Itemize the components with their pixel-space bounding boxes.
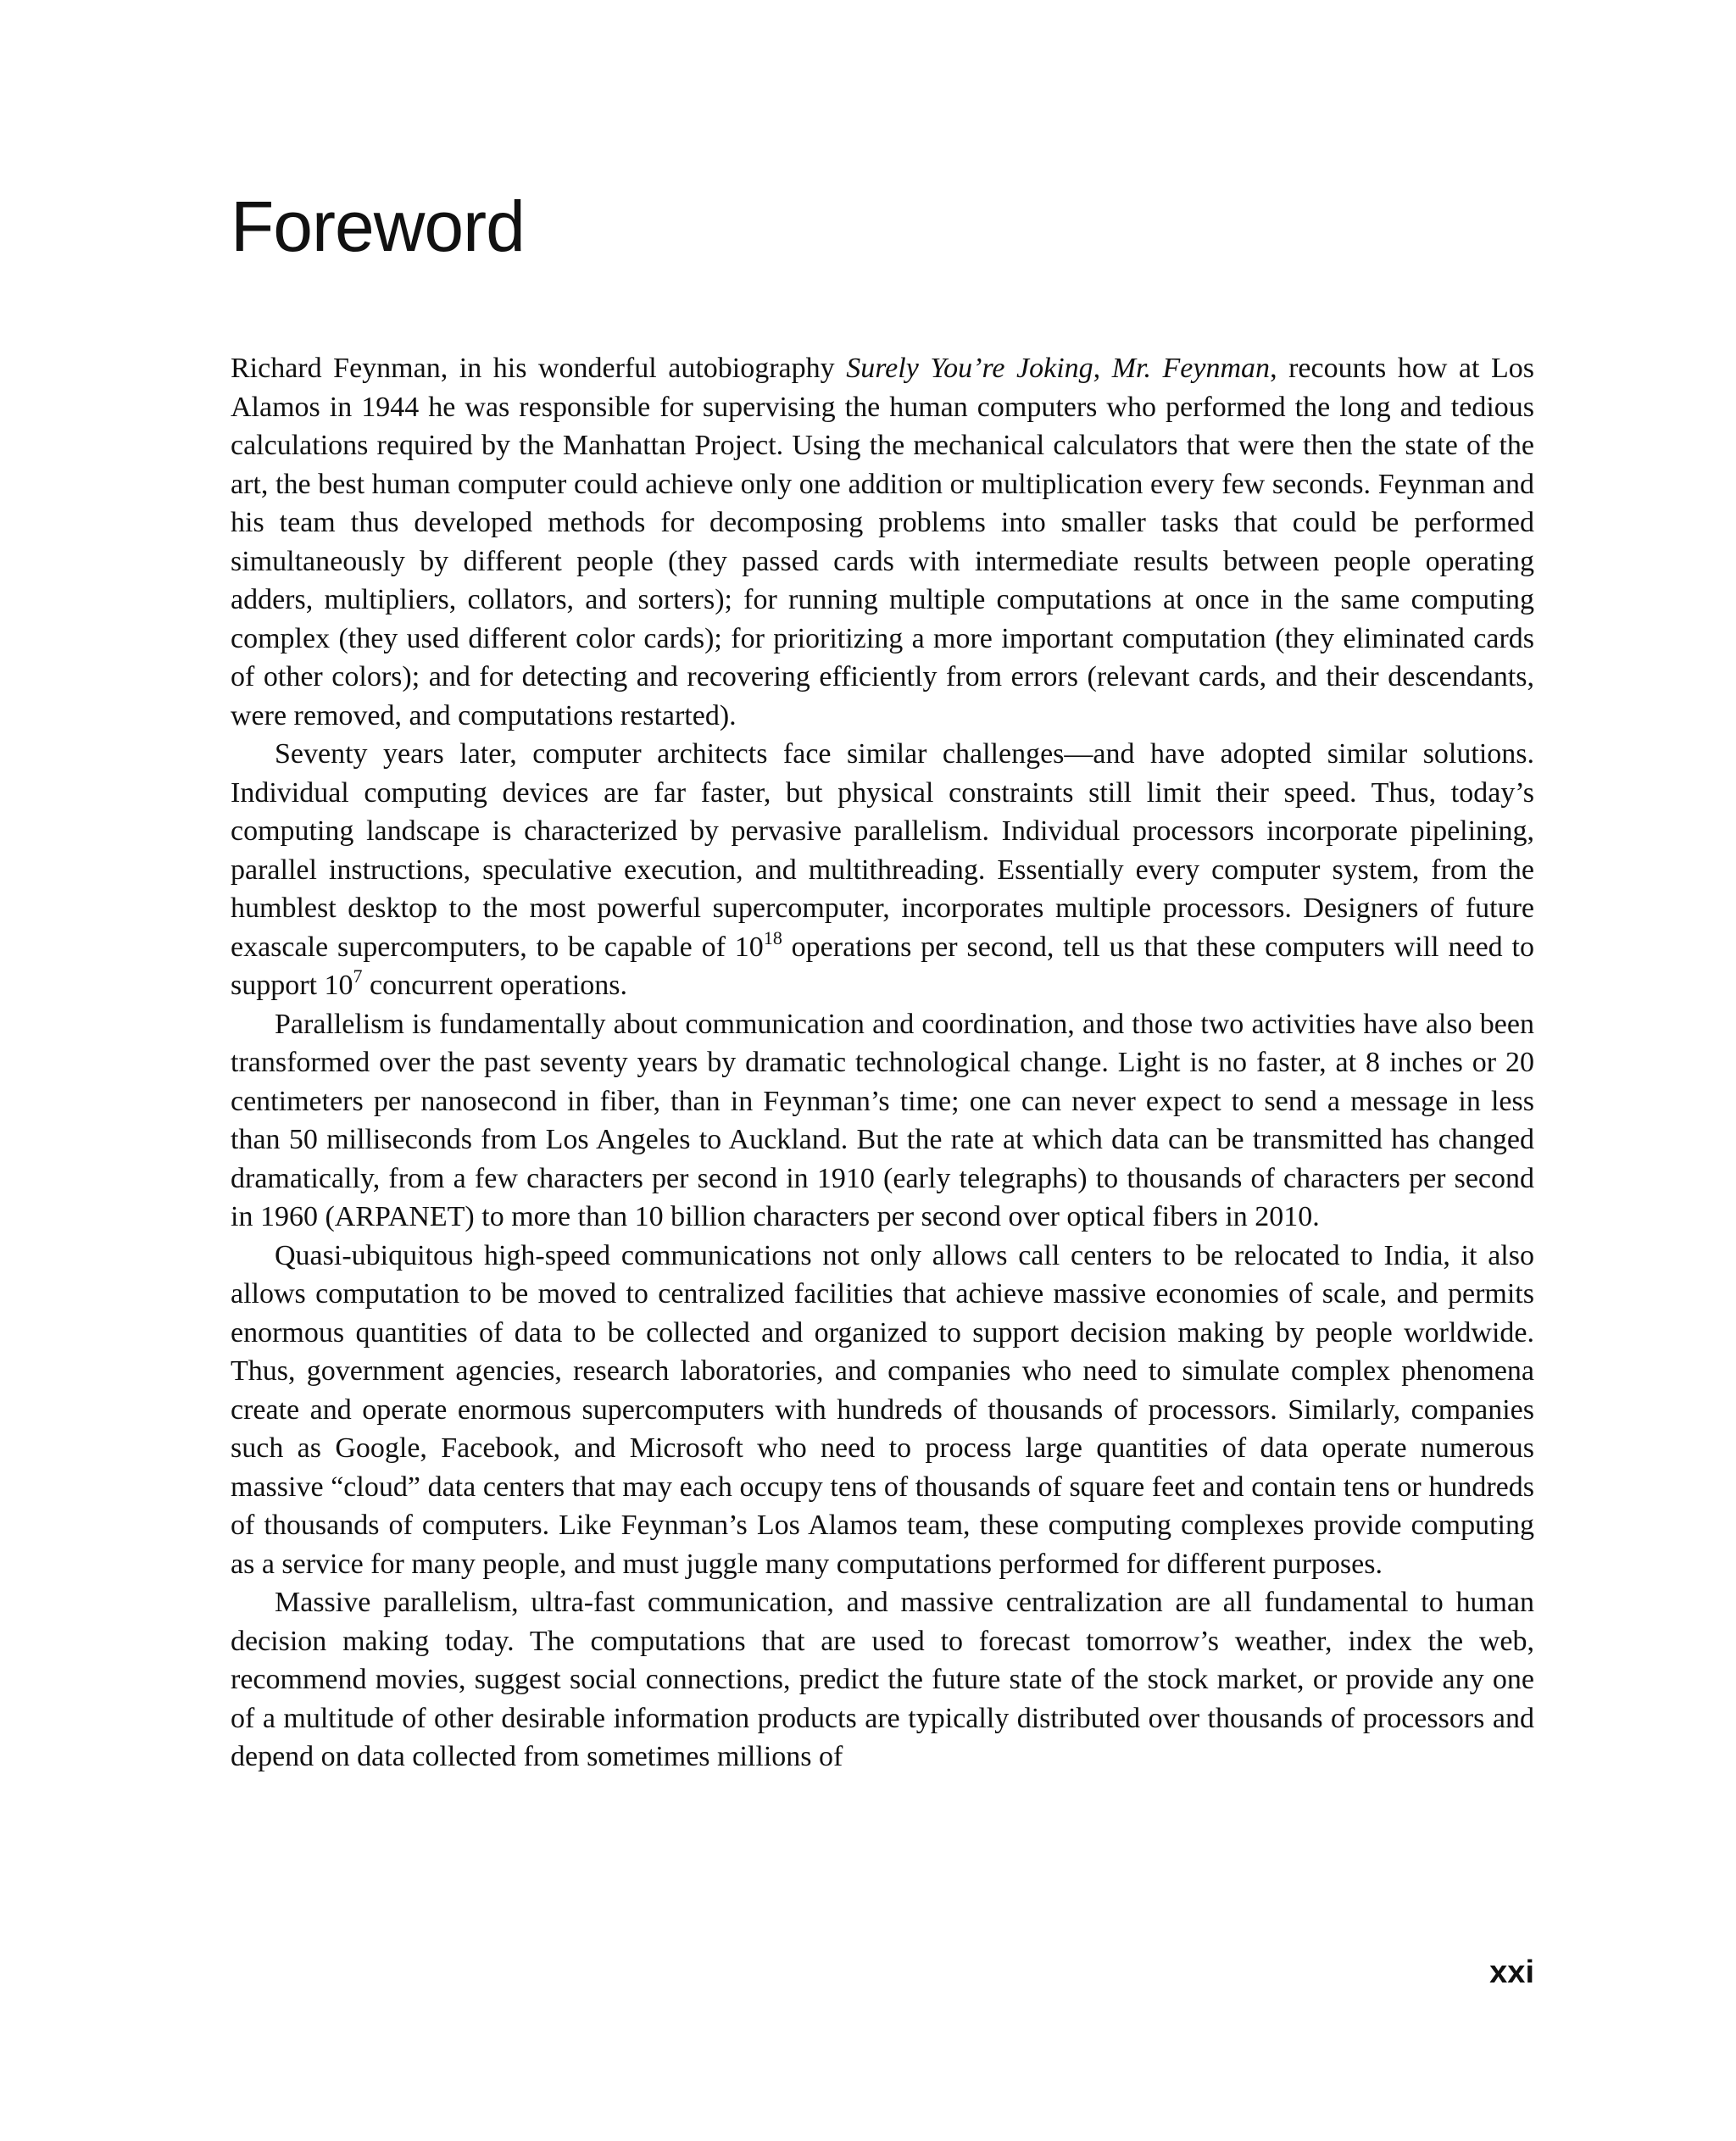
- exponent-18: 18: [763, 926, 782, 948]
- paragraph-1-rest: , recounts how at Los Alamos in 1944 he was responsible for supervising the human computers who performed the long and tedious calculations required by the Manhattan Project. Using the mechanical calculators that were then the state of the art, the best human computer could achieve only one addition or multiplication every few seconds. Feynman and his team thus developed methods for decomposing problems into smaller tasks that could be performed simultaneously by different people (they passed cards with intermediate results between people operating adders, multipliers, collators, and sorters); for running multiple computations at once in the same computing complex (they used different color cards); for prioritizing a more important computation (they eliminated cards of other colors); and for detecting and recovering efficiently from errors (relevant cards, and their descendants, were removed, and computations restarted).: [231, 353, 1535, 731]
- paragraph-2-part-c: concurrent operations.: [362, 970, 627, 1001]
- paragraph-5: Massive parallelism, ultra-fast communication, and massive centralization are all fundamental to human decision making today. The computations that are used to forecast tomorrow’s weather, index the web, recommend movies, suggest social connections, predict the future state of the stock market, or provide any one of a multitude of other desirable information products are typically distributed over thousands of processors and depend on data collected from sometimes millions of: [231, 1587, 1534, 1772]
- paragraph-1: [231, 349, 1534, 735]
- page-number: xxi: [1489, 1955, 1534, 1990]
- page-title: Foreword: [231, 186, 525, 266]
- paragraph-4: Quasi-ubiquitous high-speed communications not only allows call centers to be relocated to India, it also allows computation to be moved to centralized facilities that achieve massive economies of scale, and permits enormous quantities of data to be collected and organized to support decision making by people worldwide. Thus, government agencies, research laboratories, and companies who need to simulate complex phenomena create and operate enormous supercomputers with hundreds of thousands of processors. Similarly, companies such as Google, Facebook, and Microsoft who need to process large quantities of data operate numerous massive “cloud” data centers that may each occupy tens of thousands of square feet and contain tens or hundreds of thousands of computers. Like Feynman’s Los Alamos team, these computing complexes provide computing as a service for many people, and must juggle many computations performed for different purposes.: [231, 1239, 1534, 1580]
- paragraph-2-part-a: Seventy years later, computer architects face similar challenges—and have adopted similar solutions. Individual computing devices are far faster, but physical constraints still limit their speed. Thus, today’s computing landscape is characterized by pervasive parallelism. Individual processors incorporate pipelining, parallel instructions, speculative execution, and multithreading. Essentially every computer system, from the humblest desktop to the most powerful supercomputer, incorporates multiple processors. Designers of future exascale supercomputers, to be capable of 10: [231, 738, 1534, 963]
- foreword-body: [231, 349, 1534, 1777]
- paragraph-3: Parallelism is fundamentally about communication and coordination, and those two activities have also been transformed over the past seventy years by dramatic technological change. Light is no faster, at 8 inches or 20 centimeters per nanosecond in fiber, than in Feynman’s time; one can never expect to send a message in less than 50 milliseconds from Los Angeles to Auckland. But the rate at which data can be transmitted has changed dramatically, from a few characters per second in 1910 (early telegraphs) to thousands of characters per second in 1960 (ARPANET) to more than 10 billion characters per second over optical fibers in 2010.: [231, 1008, 1534, 1232]
- book-title: Surely You’re Joking, Mr. Feynman: [846, 353, 1271, 384]
- paragraph-2-part-b: operations per second, tell us that these computers will need to support 10: [231, 931, 1535, 1001]
- paragraph-1-lead: Richard Feynman, in his wonderful autobiography: [231, 353, 847, 384]
- paragraph-2: [231, 735, 1534, 1005]
- exponent-7: 7: [353, 965, 363, 987]
